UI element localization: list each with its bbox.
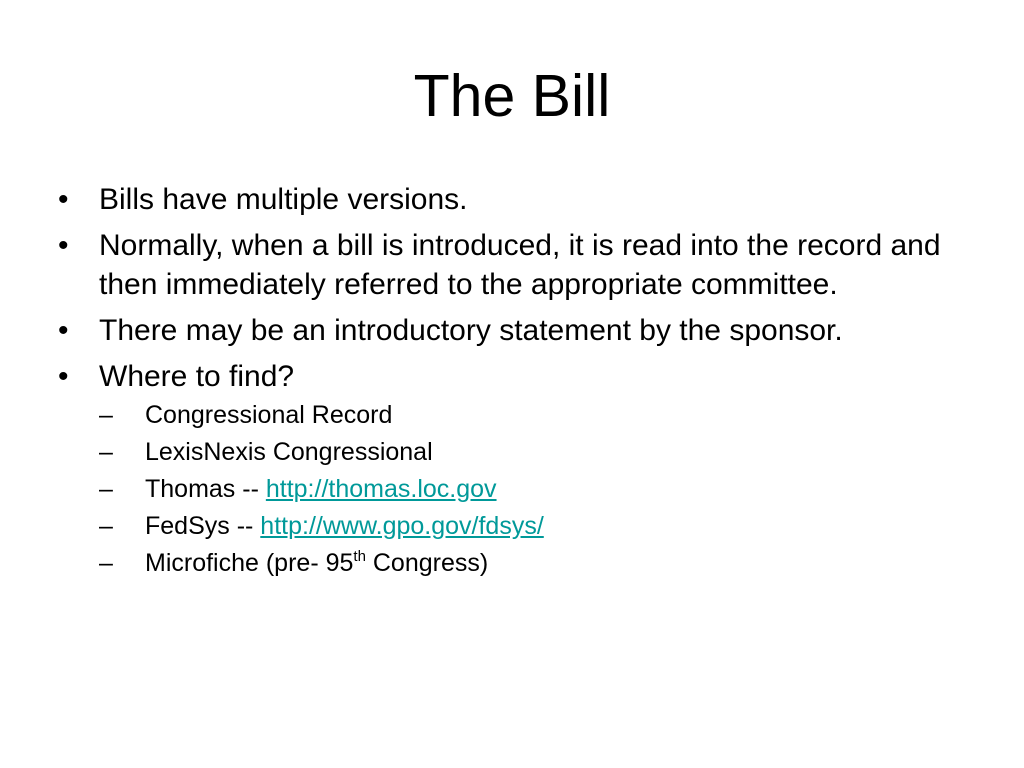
sub-marker: –: [99, 549, 113, 577]
bullet-item: [58, 180, 978, 219]
sub-item-thomas: [99, 474, 978, 504]
bullet-item: [58, 226, 978, 304]
sub-text: Congressional Record: [145, 401, 393, 429]
bullet-text: Normally, when a bill is introduced, it is read into the record and then immediately referred to the appropriate committee.: [99, 229, 941, 301]
bullet-item: [58, 311, 978, 350]
bullet-text: Where to find?: [99, 360, 295, 393]
sub-marker: –: [99, 512, 113, 540]
fedsys-link[interactable]: http://www.gpo.gov/fdsys/: [260, 512, 544, 540]
thomas-link[interactable]: http://thomas.loc.gov: [265, 475, 497, 503]
sub-marker: –: [99, 475, 113, 503]
slide-title: The Bill: [413, 63, 611, 129]
bullet-item: [58, 357, 978, 578]
sub-text: LexisNexis Congressional: [145, 438, 433, 466]
bullet-text: Bills have multiple versions.: [99, 183, 468, 216]
superscript-th: th: [353, 548, 366, 565]
sub-text: FedSys --: [145, 512, 261, 540]
bullet-text: There may be an introductory statement by the sponsor.: [99, 314, 843, 347]
sub-item-congressional-record: [99, 400, 978, 430]
sub-text: Thomas --: [145, 475, 266, 503]
sub-text: Microfiche (pre- 95: [145, 549, 354, 577]
bullet-marker: •: [58, 314, 69, 347]
sub-item-fedsys: [99, 511, 978, 541]
bullet-marker: •: [58, 229, 69, 262]
bullet-marker: •: [58, 183, 69, 216]
sub-list: [99, 400, 978, 578]
sub-item-microfiche: [99, 548, 978, 578]
sub-text-suffix: Congress): [365, 549, 489, 577]
sub-marker: –: [99, 438, 113, 466]
sub-marker: –: [99, 401, 113, 429]
sub-item-lexisnexis: [99, 437, 978, 467]
bullet-list: [58, 180, 978, 585]
bullet-marker: •: [58, 360, 69, 393]
